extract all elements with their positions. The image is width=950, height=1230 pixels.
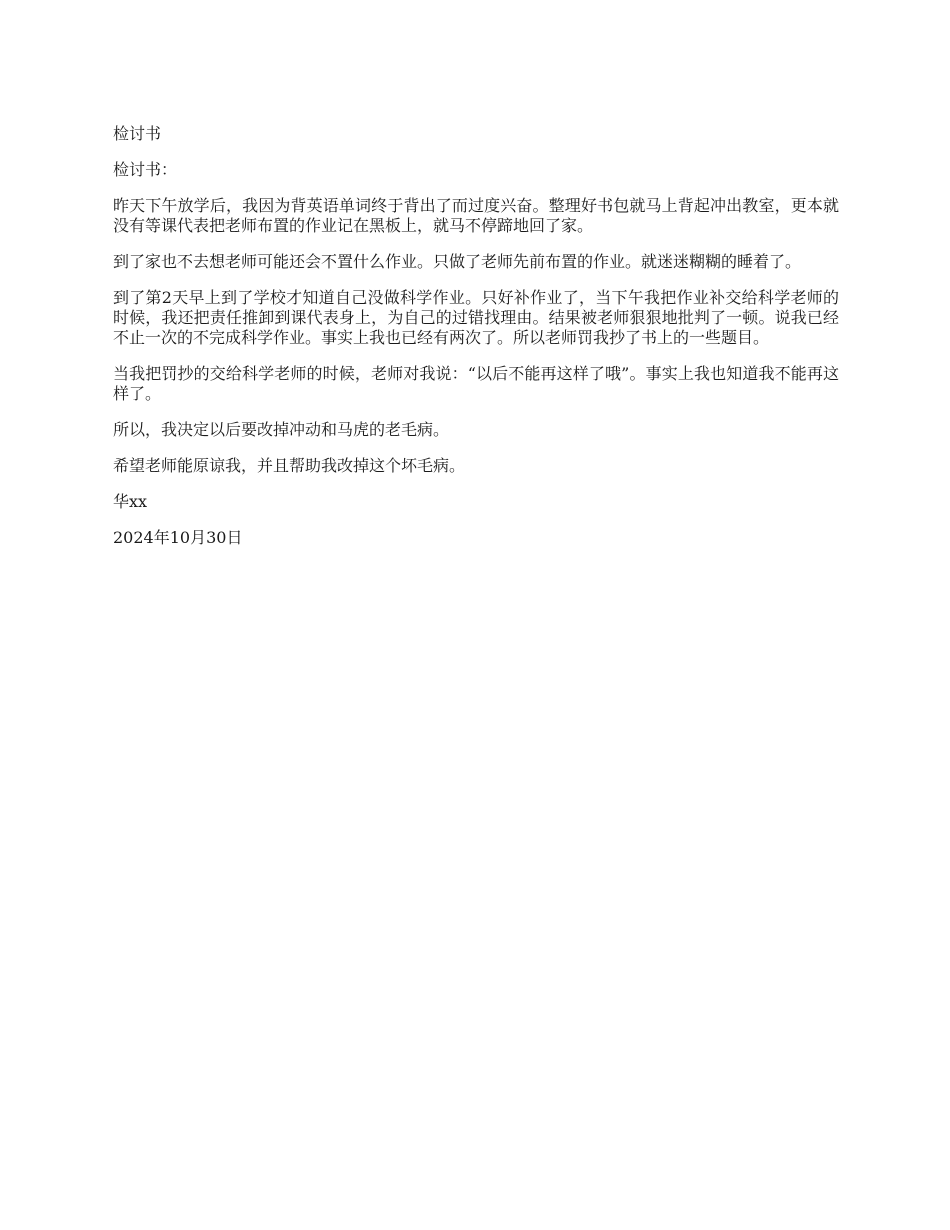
body-paragraph-5: 所以，我决定以后要改掉冲动和马虎的老毛病。 [113,420,450,439]
body-paragraph-4: 当我把罚抄的交给科学老师的时候，老师对我说：“以后不能再这样了哦”。事实上我也知道我不能再这样了。 [113,364,839,403]
signature: 华xx [113,492,148,511]
salutation: 检讨书： [113,160,178,179]
document-heading: 检讨书 [113,124,162,143]
date: 2024年10月30日 [113,528,243,547]
body-paragraph-3: 到了第2天早上到了学校才知道自己没做科学作业。只好补作业了，当下午我把作业补交给科学老师的时候，我还把责任推卸到课代表身上，为自己的过错找理由。结果被老师狠狠地批判了一顿。说我已经不止一次的不完成科学作业。事实上我也已经有两次了。所以老师罚我抄了书上的一些题目。 [113,288,839,347]
body-paragraph-2: 到了家也不去想老师可能还会不置什么作业。只做了老师先前布置的作业。就迷迷糊糊的睡着了。 [113,252,802,271]
body-paragraph-6: 希望老师能原谅我，并且帮助我改掉这个坏毛病。 [113,456,466,475]
body-paragraph-1: 昨天下午放学后，我因为背英语单词终于背出了而过度兴奋。整理好书包就马上背起冲出教室，更本就没有等课代表把老师布置的作业记在黑板上，就马不停蹄地回了家。 [113,196,839,235]
document-body [113,124,839,564]
